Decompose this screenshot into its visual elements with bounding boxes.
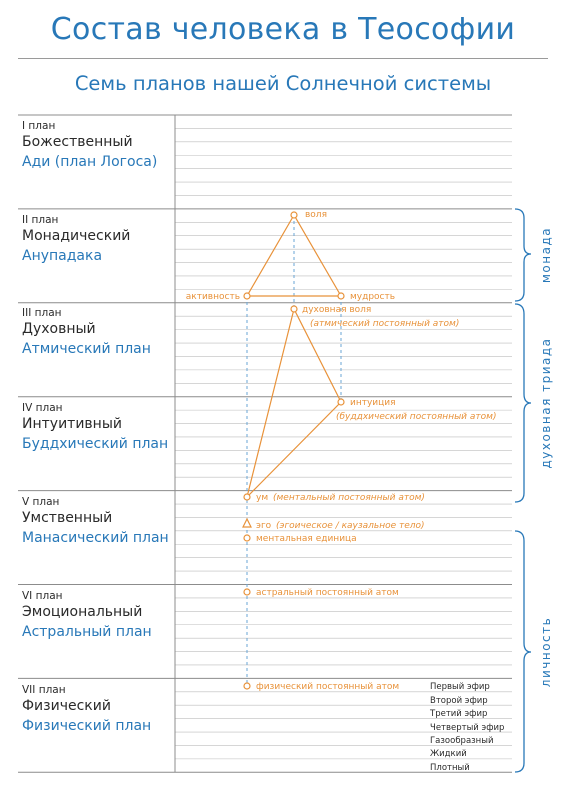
physical-subplane-labels xyxy=(429,682,504,773)
point-intuitsiya xyxy=(338,399,344,405)
point-um xyxy=(244,494,250,500)
plane-subname: Буддхический план xyxy=(22,436,169,452)
bracket-label-lichnost: личность xyxy=(539,616,553,688)
plane-number: II план xyxy=(22,214,59,226)
label-buddhic-atom: (буддхический постоянный атом) xyxy=(336,412,497,422)
point-mudrost xyxy=(338,293,344,299)
subplane-label: Второй эфир xyxy=(430,696,488,706)
subplane-label: Газообразный xyxy=(430,736,494,746)
bracket-monada xyxy=(515,209,531,301)
plane-number: V план xyxy=(22,496,60,508)
point-dukh-volya xyxy=(291,306,297,312)
bracket-labels xyxy=(539,227,553,687)
subplane-label: Первый эфир xyxy=(430,682,490,692)
label-ego-sub: (эгоическое / каузальное тело) xyxy=(276,521,425,531)
label-astral-atom: астральный постоянный атом xyxy=(256,588,399,598)
subplane-label: Третий эфир xyxy=(430,709,488,719)
point-physical-atom xyxy=(244,683,250,689)
plane-divider-lines xyxy=(18,115,512,772)
plane-name: Монадический xyxy=(22,228,131,244)
plane-name: Духовный xyxy=(22,321,96,337)
label-atmic-atom: (атмический постоянный атом) xyxy=(310,319,460,329)
label-dukh-volya: духовная воля xyxy=(302,305,372,315)
plane-name: Божественный xyxy=(22,134,133,150)
label-mental-atom: (ментальный постоянный атом) xyxy=(273,493,425,503)
plane-subname: Физический план xyxy=(22,718,152,734)
label-um: ум xyxy=(256,493,269,503)
brackets xyxy=(515,209,531,772)
plane-subname: Ади (план Логоса) xyxy=(22,154,158,170)
subplane-label: Жидкий xyxy=(430,749,467,759)
plane-number: VI план xyxy=(22,590,63,602)
bracket-label-monada: монада xyxy=(539,226,553,284)
page-subtitle: Семь планов нашей Солнечной системы xyxy=(74,72,492,95)
grid xyxy=(18,115,512,772)
subplane-label: Четвертый эфир xyxy=(430,723,505,733)
plane-number: III план xyxy=(22,307,62,319)
plane-name: Интуитивный xyxy=(22,416,122,432)
point-labels xyxy=(186,210,497,692)
point-aktivnost xyxy=(244,293,250,299)
ego-triangle-icon xyxy=(243,519,251,527)
plane-number: I план xyxy=(22,120,56,132)
label-volya: воля xyxy=(305,210,327,220)
point-astral-atom xyxy=(244,589,250,595)
label-aktivnost: активность xyxy=(185,292,240,302)
subplane-lines xyxy=(175,128,512,758)
plane-subname: Атмический план xyxy=(22,341,151,357)
label-ego: эго xyxy=(256,521,272,531)
point-mental-unit xyxy=(244,535,250,541)
label-intuitsiya: интуиция xyxy=(350,398,396,408)
label-physical-atom: физический постоянный атом xyxy=(256,682,400,692)
bracket-label-triada: духовная триада xyxy=(539,337,553,469)
triad-triangle xyxy=(247,309,341,497)
plane-number: VII план xyxy=(22,684,66,696)
point-volya xyxy=(291,212,297,218)
plane-subname: Манасический план xyxy=(22,530,169,546)
bracket-triada xyxy=(515,304,531,502)
page-title: Состав человека в Теософии xyxy=(50,12,516,47)
plane-subname: Астральный план xyxy=(22,624,152,640)
plane-name: Эмоциональный xyxy=(22,604,143,620)
plane-name: Умственный xyxy=(22,510,113,526)
plane-number: IV план xyxy=(22,402,63,414)
label-mudrost: мудрость xyxy=(350,292,396,302)
label-mental-unit: ментальная единица xyxy=(256,534,357,544)
subplane-label: Плотный xyxy=(430,763,470,773)
plane-name: Физический xyxy=(22,698,111,714)
bracket-lichnost xyxy=(515,531,531,772)
plane-subname: Анупадака xyxy=(22,248,103,264)
